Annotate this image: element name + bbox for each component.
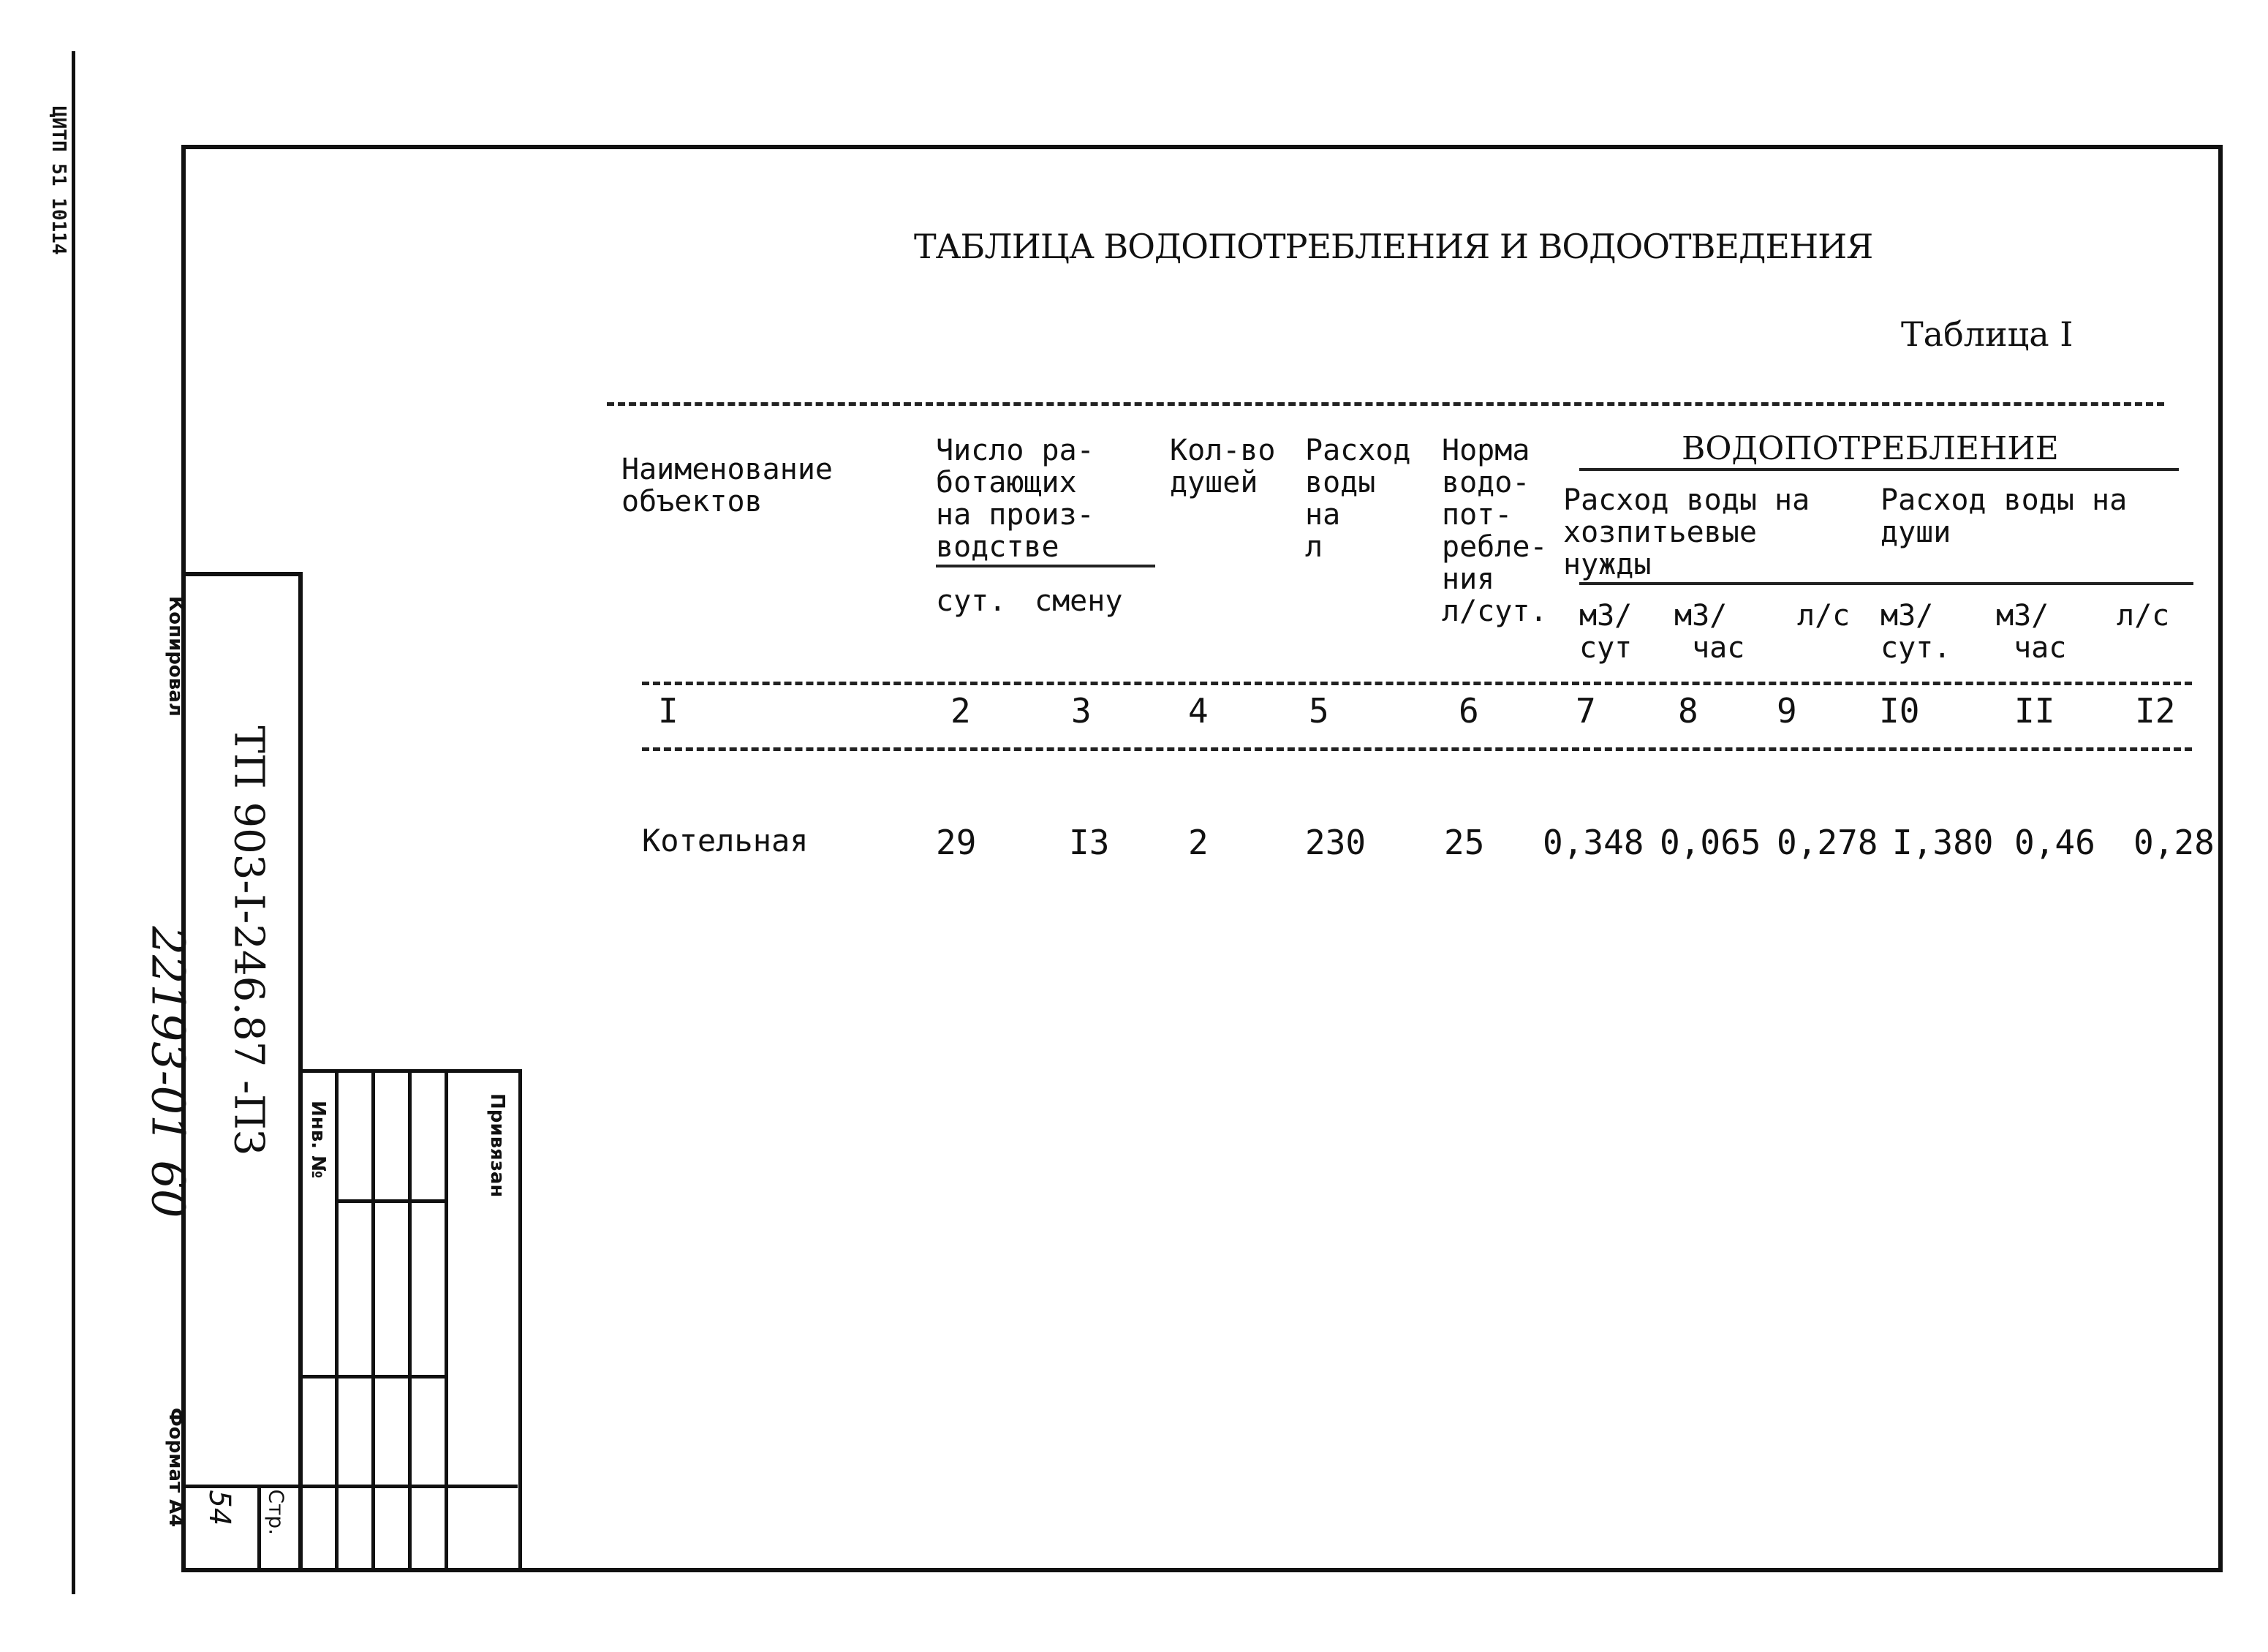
- header-consumption: ВОДОПОТРЕБЛЕНИЕ: [1682, 430, 2059, 467]
- col-num-10: I0: [1879, 691, 1920, 731]
- inv-grid-h2: [298, 1375, 445, 1378]
- archive-code: ЦИТП 51 10114: [48, 106, 69, 255]
- header-name: Наименование объектов: [621, 453, 833, 518]
- linked-box: [445, 1069, 522, 1572]
- inv-grid-v2: [371, 1069, 375, 1572]
- copied-label: Копировал: [165, 596, 186, 717]
- header-water-flow: Расход воды на л: [1305, 434, 1411, 564]
- header-showers: Кол-во душей: [1170, 434, 1276, 499]
- col-num-5: 5: [1309, 691, 1329, 731]
- cell-shower-ls: 0,28: [2133, 823, 2215, 862]
- col-num-11: II: [2014, 691, 2055, 731]
- header-unit-7: м3/ сут: [1579, 599, 1633, 665]
- numbers-bottom-rule: [642, 747, 2192, 751]
- header-norm: Норма водо- пот- ребле- ния л/сут.: [1442, 434, 1548, 628]
- col-num-1: I: [658, 691, 678, 731]
- header-unit-11: м3/ час: [1996, 599, 2067, 665]
- cell-showers: 2: [1188, 823, 1209, 862]
- cell-norm: 25: [1444, 823, 1485, 862]
- col-num-7: 7: [1576, 691, 1596, 731]
- header-showers-flow: Расход воды на души: [1880, 483, 2128, 549]
- header-per-day: сут.: [936, 584, 1007, 618]
- numbers-top-rule: [642, 682, 2192, 685]
- col-num-8: 8: [1678, 691, 1698, 731]
- linked-label: Привязан: [486, 1093, 508, 1198]
- subheader-underline: [1579, 582, 2193, 585]
- cell-household-day: 0,348: [1543, 823, 1644, 862]
- cell-workers-day: 29: [936, 823, 977, 862]
- col-num-12: I2: [2135, 691, 2176, 731]
- header-unit-9: л/с: [1797, 599, 1851, 633]
- inv-grid-v3: [408, 1069, 412, 1572]
- inv-label: Инв. №: [307, 1101, 329, 1179]
- inv-grid-h1: [335, 1199, 445, 1203]
- cell-water-flow: 230: [1305, 823, 1367, 862]
- header-unit-10: м3/ сут.: [1880, 599, 1951, 665]
- page-label: Стр.: [264, 1489, 289, 1536]
- col-num-6: 6: [1459, 691, 1479, 731]
- header-unit-8: м3/ час: [1674, 599, 1745, 665]
- handwritten-sheet: 60: [141, 1160, 195, 1218]
- cell-household-ls: 0,278: [1777, 823, 1878, 862]
- col-num-9: 9: [1777, 691, 1797, 731]
- handwritten-number: 22193-01: [141, 926, 195, 1144]
- header-workers: Число ра- ботающих на произ- водстве: [936, 434, 1095, 564]
- cell-shower-day: I,380: [1892, 823, 1994, 862]
- cell-workers-shift: I3: [1069, 823, 1110, 862]
- header-per-shift: смену: [1035, 584, 1123, 618]
- page-title: ТАБЛИЦА ВОДОПОТРЕБЛЕНИЯ И ВОДООТВЕДЕНИЯ: [914, 227, 1873, 266]
- doc-code: ТП 903-I-246.87 -ПЗ: [224, 725, 273, 1155]
- inv-grid-v1: [335, 1069, 339, 1572]
- header-unit-12: л/с: [2117, 599, 2170, 633]
- margin-line: [72, 51, 75, 1594]
- consumption-underline: [1579, 468, 2179, 471]
- header-top-rule: [607, 402, 2164, 406]
- col-num-4: 4: [1188, 691, 1209, 731]
- page-number: 54: [203, 1490, 236, 1526]
- table-label: Таблица I: [1901, 314, 2074, 354]
- cell-shower-hour: 0,46: [2014, 823, 2095, 862]
- header-household: Расход воды на хозпитьевые нужды: [1563, 483, 1810, 581]
- page-cell-divider: [257, 1485, 261, 1572]
- cell-household-hour: 0,065: [1660, 823, 1761, 862]
- col-num-3: 3: [1071, 691, 1092, 731]
- row-name: Котельная: [642, 823, 809, 859]
- format-label: Формат А4: [165, 1408, 186, 1528]
- workers-underline: [936, 565, 1155, 567]
- col-num-2: 2: [950, 691, 971, 731]
